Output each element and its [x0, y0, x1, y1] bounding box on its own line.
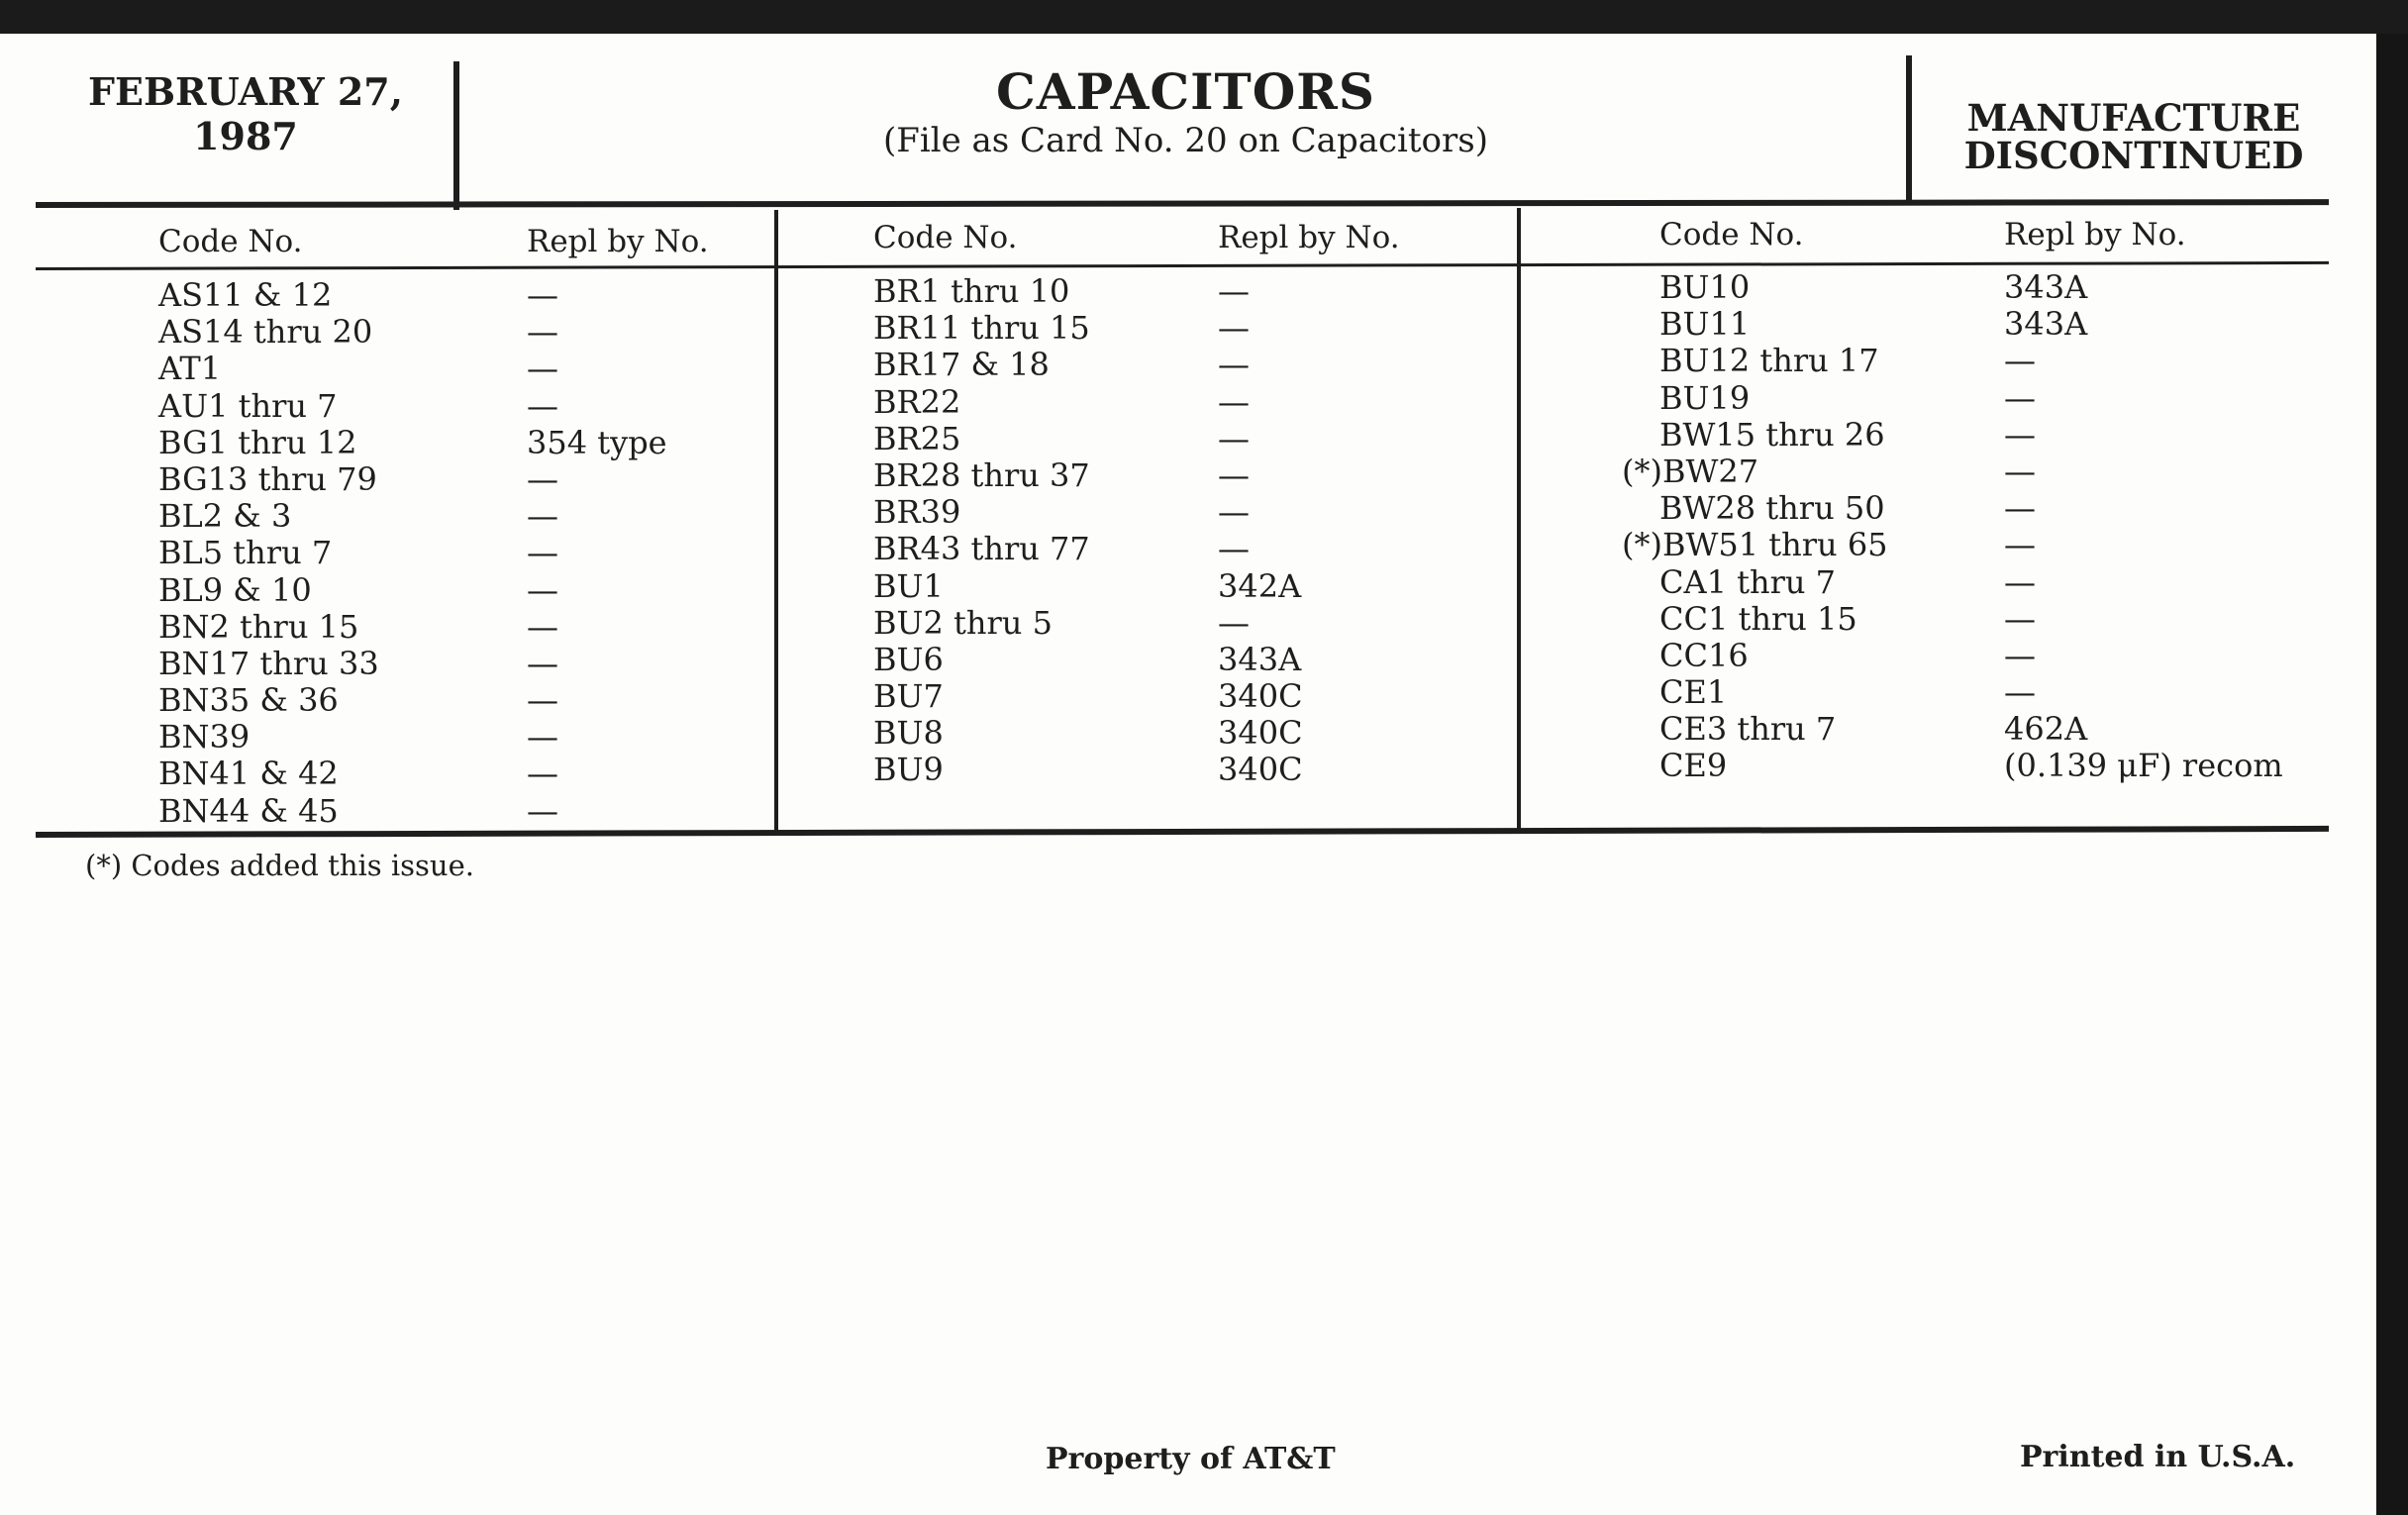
code-cell: CC1 thru 15: [1659, 599, 1857, 638]
table-row: [158, 277, 752, 314]
repl-cell: 343A: [2004, 305, 2088, 344]
repl-cell: —: [2004, 378, 2036, 417]
repl-cell: 340C: [1218, 677, 1303, 716]
repl-cell: —: [527, 276, 558, 314]
repl-cell: 343A: [2004, 268, 2088, 306]
code-cell: BR17 & 18: [873, 346, 1050, 384]
repl-cell: —: [2004, 562, 2036, 601]
col2-repl-header: Repl by No.: [1218, 220, 1400, 255]
repl-cell: —: [527, 644, 558, 682]
repl-cell: —: [1218, 272, 1250, 310]
table-row: [158, 314, 752, 351]
code-cell: CC16: [1659, 636, 1749, 674]
table-column-1: [158, 277, 752, 830]
table-row: [873, 642, 1507, 678]
issue-date-line2: 1987: [193, 114, 298, 158]
table-row: [1622, 417, 2335, 454]
code-cell: BU1: [873, 566, 944, 605]
table-row: [1622, 527, 2335, 563]
table-row: [1622, 454, 2335, 490]
table-row: [158, 351, 752, 387]
table-row: [873, 678, 1507, 715]
table-row: [158, 793, 752, 830]
repl-cell: —: [2004, 599, 2036, 638]
code-cell: AS11 & 12: [158, 276, 333, 314]
code-cell: BU6: [873, 640, 944, 678]
page-title: CAPACITORS: [996, 62, 1375, 121]
code-cell: BR1 thru 10: [873, 272, 1070, 310]
table-row: [158, 388, 752, 425]
repl-cell: —: [1218, 603, 1250, 642]
repl-cell: —: [527, 570, 558, 609]
code-cell: BR39: [873, 493, 961, 532]
column-divider-1: [774, 210, 778, 834]
repl-cell: —: [527, 313, 558, 352]
repl-cell: —: [2004, 526, 2036, 564]
repl-cell: —: [1218, 346, 1250, 384]
code-cell: BN2 thru 15: [158, 607, 359, 646]
table-row: [1622, 306, 2335, 343]
code-cell: (*)BW27: [1622, 452, 1759, 490]
repl-cell: —: [527, 755, 558, 793]
table-row: [158, 535, 752, 571]
repl-cell: —: [1218, 382, 1250, 421]
issue-date-line1: FEBRUARY 27,: [88, 69, 403, 114]
code-cell: BU2 thru 5: [873, 603, 1053, 642]
code-cell: BU19: [1659, 378, 1751, 417]
repl-cell: —: [1218, 530, 1250, 568]
table-row: [873, 457, 1507, 494]
code-cell: BU7: [873, 677, 944, 716]
table-row: [873, 421, 1507, 457]
column-divider-2: [1517, 208, 1521, 832]
code-cell: BN44 & 45: [158, 791, 339, 830]
code-cell: BR11 thru 15: [873, 309, 1090, 348]
repl-cell: —: [527, 607, 558, 646]
code-cell: CA1 thru 7: [1659, 562, 1837, 601]
header-divider-left: [453, 61, 459, 210]
code-cell: AS14 thru 20: [158, 313, 373, 352]
table-row: [1622, 711, 2335, 748]
status-label: [1936, 96, 2332, 177]
table-row: [158, 719, 752, 756]
status-line2: DISCONTINUED: [1963, 134, 2304, 177]
table-row: [158, 425, 752, 461]
table-row: [873, 568, 1507, 605]
table-row: [1622, 269, 2335, 306]
table-row: [158, 756, 752, 792]
code-cell: BN17 thru 33: [158, 644, 379, 682]
table-column-3: [1622, 269, 2335, 785]
table-row: [873, 347, 1507, 383]
repl-cell: —: [1218, 493, 1250, 532]
repl-cell: —: [527, 497, 558, 536]
table-row: [1622, 674, 2335, 711]
repl-cell: —: [527, 681, 558, 720]
table-row: [1622, 380, 2335, 417]
repl-cell: —: [2004, 415, 2036, 454]
table-row: [873, 715, 1507, 752]
code-cell: BR22: [873, 382, 961, 421]
code-cell: BU9: [873, 751, 944, 789]
col3-repl-header: Repl by No.: [2004, 217, 2186, 252]
repl-cell: 340C: [1218, 714, 1303, 753]
code-cell: AT1: [158, 350, 222, 388]
issue-date: [38, 69, 453, 158]
table-row: [158, 646, 752, 682]
repl-cell: 343A: [1218, 640, 1302, 678]
footnote: (*) Codes added this issue.: [85, 849, 474, 882]
repl-cell: —: [1218, 455, 1250, 494]
repl-cell: —: [527, 350, 558, 388]
code-cell: AU1 thru 7: [158, 386, 338, 425]
table-row: [158, 572, 752, 609]
table-row: [158, 461, 752, 498]
table-row: [1622, 564, 2335, 601]
table-row: [1622, 490, 2335, 527]
repl-cell: —: [1218, 419, 1250, 457]
code-cell: BW28 thru 50: [1659, 489, 1885, 528]
code-cell: BL9 & 10: [158, 570, 312, 609]
code-cell: BU11: [1659, 305, 1751, 344]
code-cell: BG1 thru 12: [158, 423, 357, 461]
table-row: [873, 273, 1507, 310]
repl-cell: —: [527, 534, 558, 572]
table-row: [1622, 748, 2335, 784]
table-row: [158, 609, 752, 646]
repl-cell: 462A: [2004, 710, 2088, 749]
col2-code-header: Code No.: [873, 220, 1018, 255]
repl-cell: (0.139 μF) recom: [2004, 747, 2283, 785]
table-row: [873, 752, 1507, 788]
code-cell: BR43 thru 77: [873, 530, 1090, 568]
repl-cell: 354 type: [527, 423, 667, 461]
page-subtitle: (File as Card No. 20 on Capacitors): [883, 121, 1488, 160]
repl-cell: —: [2004, 342, 2036, 380]
footer-property: Property of AT&T: [1046, 1442, 1336, 1476]
table-column-2: [873, 273, 1507, 789]
repl-cell: 342A: [1218, 566, 1302, 605]
scan-edge: [2376, 34, 2408, 1515]
repl-cell: —: [527, 791, 558, 830]
header-divider-right: [1906, 55, 1912, 204]
table-row: [873, 310, 1507, 347]
repl-cell: —: [1218, 309, 1250, 348]
table-row: [873, 384, 1507, 421]
col1-code-header: Code No.: [158, 224, 303, 259]
repl-cell: —: [2004, 636, 2036, 674]
code-cell: CE3 thru 7: [1659, 710, 1837, 749]
code-cell: BU10: [1659, 268, 1751, 306]
code-cell: BR28 thru 37: [873, 455, 1090, 494]
code-cell: BN35 & 36: [158, 681, 339, 720]
code-cell: BR25: [873, 419, 961, 457]
code-cell: BN41 & 42: [158, 755, 339, 793]
table-row: [158, 498, 752, 535]
table-row: [873, 531, 1507, 567]
code-cell: BW15 thru 26: [1659, 415, 1885, 454]
code-cell: CE1: [1659, 673, 1728, 712]
table-row: [873, 605, 1507, 642]
table-row: [1622, 638, 2335, 674]
table-row: [1622, 343, 2335, 379]
repl-cell: —: [527, 386, 558, 425]
code-cell: BG13 thru 79: [158, 459, 377, 498]
repl-cell: —: [2004, 489, 2036, 528]
table-row: [873, 494, 1507, 531]
code-cell: BU8: [873, 714, 944, 753]
col1-repl-header: Repl by No.: [527, 224, 709, 259]
code-cell: (*)BW51 thru 65: [1622, 526, 1888, 564]
table-row: [1622, 601, 2335, 638]
repl-cell: —: [2004, 452, 2036, 490]
code-cell: BN39: [158, 718, 251, 757]
repl-cell: 340C: [1218, 751, 1303, 789]
repl-cell: —: [527, 459, 558, 498]
code-cell: BL2 & 3: [158, 497, 292, 536]
col3-code-header: Code No.: [1659, 217, 1804, 252]
footer-printed: Printed in U.S.A.: [2020, 1440, 2296, 1474]
repl-cell: —: [527, 718, 558, 757]
code-cell: BL5 thru 7: [158, 534, 333, 572]
table-row: [158, 682, 752, 719]
header-title-block: [465, 63, 1906, 160]
code-cell: BU12 thru 17: [1659, 342, 1879, 380]
repl-cell: —: [2004, 673, 2036, 712]
code-cell: CE9: [1659, 747, 1728, 785]
status-line1: MANUFACTURE: [1966, 96, 2301, 140]
